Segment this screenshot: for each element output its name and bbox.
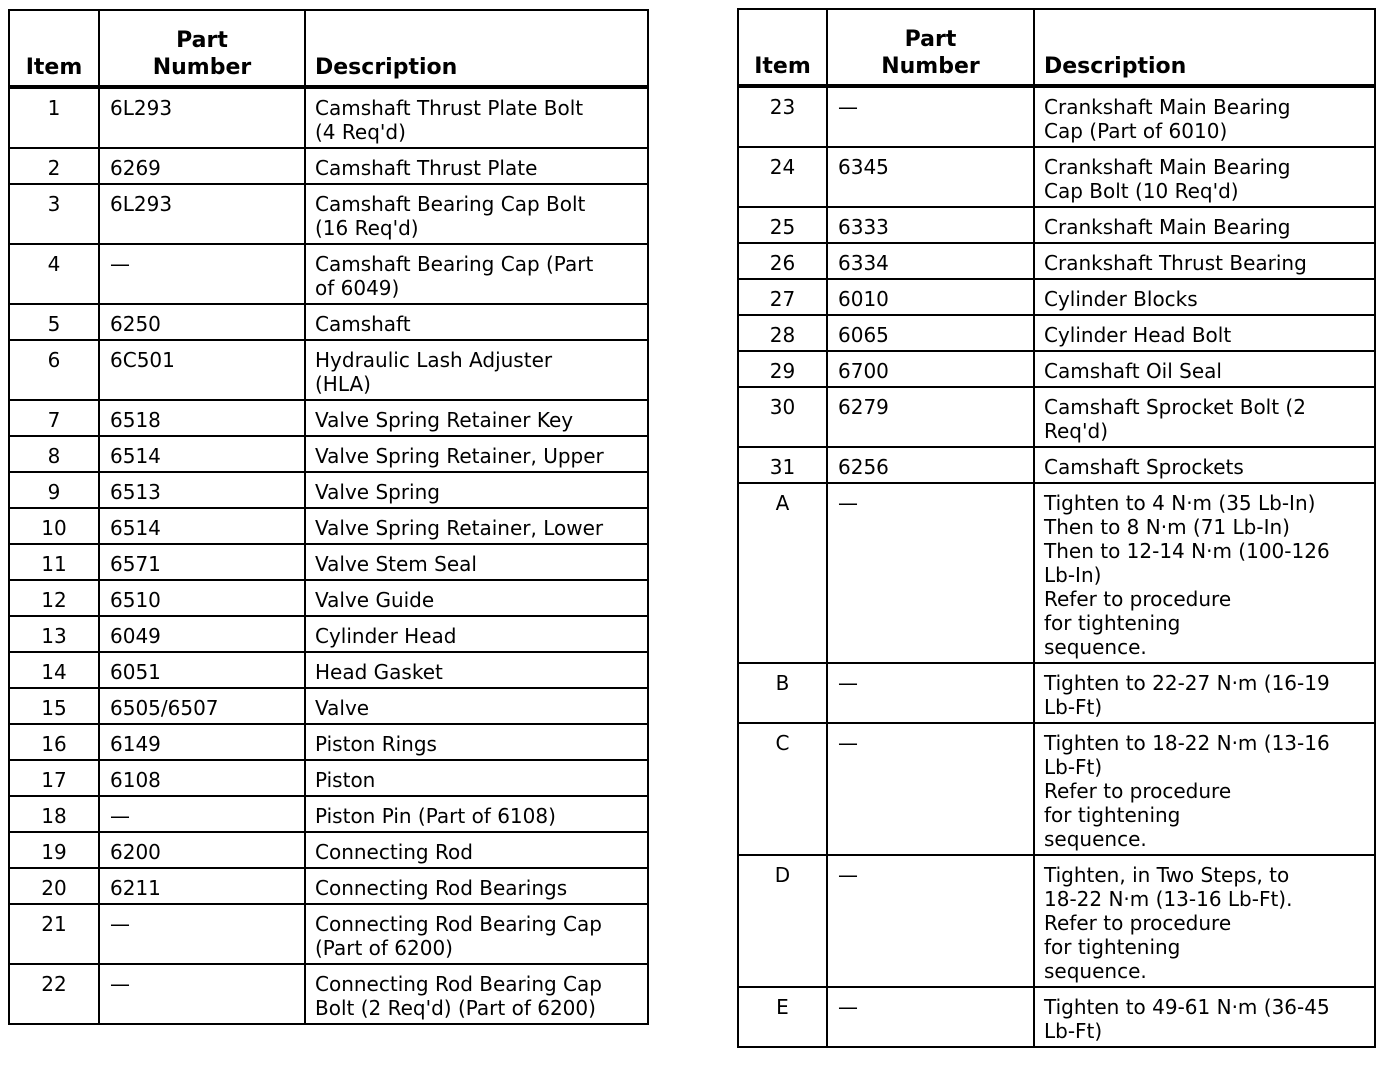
row-part-number: 6345 <box>827 147 1034 207</box>
table-row <box>738 723 1375 855</box>
row-part-number: — <box>99 964 305 1024</box>
row-item: 4 <box>9 244 99 304</box>
table-row <box>9 868 648 904</box>
row-item: 16 <box>9 724 99 760</box>
table-row <box>9 760 648 796</box>
row-description: Connecting Rod <box>305 832 648 868</box>
row-description: Piston <box>305 760 648 796</box>
row-part-number: — <box>827 987 1034 1047</box>
row-item: 25 <box>738 207 827 243</box>
row-description: Camshaft Sprocket Bolt (2 Req'd) <box>1034 387 1375 447</box>
row-item: 20 <box>9 868 99 904</box>
row-part-number: — <box>827 663 1034 723</box>
table-row <box>9 796 648 832</box>
parts-table-right <box>737 8 1376 1048</box>
right-table-body <box>738 86 1375 1047</box>
header-description: Description <box>1034 9 1375 86</box>
row-description: Valve Spring Retainer, Upper <box>305 436 648 472</box>
table-row <box>738 987 1375 1047</box>
row-part-number: 6200 <box>99 832 305 868</box>
row-description: Camshaft Thrust Plate Bolt (4 Req'd) <box>305 87 648 148</box>
row-part-number: — <box>827 483 1034 663</box>
table-row <box>9 616 648 652</box>
row-description: Camshaft Sprockets <box>1034 447 1375 483</box>
row-item: 13 <box>9 616 99 652</box>
row-description: Cylinder Head Bolt <box>1034 315 1375 351</box>
row-item: E <box>738 987 827 1047</box>
row-item: C <box>738 723 827 855</box>
row-description: Valve <box>305 688 648 724</box>
row-part-number: 6514 <box>99 508 305 544</box>
table-row <box>738 351 1375 387</box>
row-part-number: 6211 <box>99 868 305 904</box>
table-row <box>9 544 648 580</box>
table-row <box>9 832 648 868</box>
row-description: Piston Pin (Part of 6108) <box>305 796 648 832</box>
row-part-number: 6250 <box>99 304 305 340</box>
row-part-number: 6065 <box>827 315 1034 351</box>
parts-table-left <box>8 9 649 1025</box>
left-table-body <box>9 87 648 1024</box>
row-part-number: 6513 <box>99 472 305 508</box>
row-item: 1 <box>9 87 99 148</box>
row-item: 10 <box>9 508 99 544</box>
row-description: Cylinder Blocks <box>1034 279 1375 315</box>
table-row <box>738 279 1375 315</box>
row-description: Hydraulic Lash Adjuster (HLA) <box>305 340 648 400</box>
table-row <box>9 184 648 244</box>
row-description: Crankshaft Main Bearing Cap Bolt (10 Req'd) <box>1034 147 1375 207</box>
row-part-number: 6505/6507 <box>99 688 305 724</box>
table-row <box>738 86 1375 147</box>
row-item: 15 <box>9 688 99 724</box>
row-item: 23 <box>738 86 827 147</box>
row-part-number: 6108 <box>99 760 305 796</box>
table-row <box>9 964 648 1024</box>
row-part-number: — <box>99 244 305 304</box>
row-item: 27 <box>738 279 827 315</box>
row-description: Camshaft Oil Seal <box>1034 351 1375 387</box>
row-item: 6 <box>9 340 99 400</box>
row-part-number: 6C501 <box>99 340 305 400</box>
row-part-number: — <box>99 796 305 832</box>
table-row <box>9 472 648 508</box>
header-row <box>9 10 648 87</box>
row-description: Valve Spring <box>305 472 648 508</box>
table-row <box>738 243 1375 279</box>
header-item: Item <box>738 9 827 86</box>
table-row <box>738 207 1375 243</box>
row-description: Valve Guide <box>305 580 648 616</box>
row-part-number: 6256 <box>827 447 1034 483</box>
row-description: Tighten to 4 N·m (35 Lb-In) Then to 8 N·m (71 Lb-In) Then to 12-14 N·m (100-126 Lb-In) Refer to procedure for tightening sequence. <box>1034 483 1375 663</box>
row-part-number: 6510 <box>99 580 305 616</box>
row-part-number: 6333 <box>827 207 1034 243</box>
row-description: Camshaft Bearing Cap (Part of 6049) <box>305 244 648 304</box>
header-description: Description <box>305 10 648 87</box>
row-description: Crankshaft Main Bearing <box>1034 207 1375 243</box>
row-description: Valve Spring Retainer, Lower <box>305 508 648 544</box>
row-item: A <box>738 483 827 663</box>
row-item: 2 <box>9 148 99 184</box>
row-description: Valve Spring Retainer Key <box>305 400 648 436</box>
row-description: Tighten to 18-22 N·m (13-16 Lb-Ft) Refer to procedure for tightening sequence. <box>1034 723 1375 855</box>
row-description: Cylinder Head <box>305 616 648 652</box>
row-description: Tighten, in Two Steps, to 18-22 N·m (13-16 Lb-Ft). Refer to procedure for tightening sequence. <box>1034 855 1375 987</box>
row-item: 7 <box>9 400 99 436</box>
row-item: 31 <box>738 447 827 483</box>
row-description: Connecting Rod Bearing Cap (Part of 6200) <box>305 904 648 964</box>
row-description: Head Gasket <box>305 652 648 688</box>
row-description: Piston Rings <box>305 724 648 760</box>
table-row <box>9 400 648 436</box>
row-description: Camshaft Thrust Plate <box>305 148 648 184</box>
row-part-number: 6518 <box>99 400 305 436</box>
table-row <box>9 724 648 760</box>
row-item: 5 <box>9 304 99 340</box>
row-description: Crankshaft Main Bearing Cap (Part of 6010) <box>1034 86 1375 147</box>
row-part-number: 6571 <box>99 544 305 580</box>
table-row <box>9 652 648 688</box>
row-part-number: 6334 <box>827 243 1034 279</box>
row-description: Crankshaft Thrust Bearing <box>1034 243 1375 279</box>
row-item: 24 <box>738 147 827 207</box>
row-item: D <box>738 855 827 987</box>
row-item: 26 <box>738 243 827 279</box>
row-part-number: 6051 <box>99 652 305 688</box>
row-item: 18 <box>9 796 99 832</box>
row-item: 8 <box>9 436 99 472</box>
row-description: Camshaft <box>305 304 648 340</box>
row-part-number: 6700 <box>827 351 1034 387</box>
table-row <box>738 315 1375 351</box>
row-part-number: — <box>827 723 1034 855</box>
row-description: Tighten to 49-61 N·m (36-45 Lb-Ft) <box>1034 987 1375 1047</box>
row-part-number: 6049 <box>99 616 305 652</box>
row-item: 22 <box>9 964 99 1024</box>
row-part-number: 6L293 <box>99 184 305 244</box>
row-item: 28 <box>738 315 827 351</box>
row-item: 29 <box>738 351 827 387</box>
row-description: Connecting Rod Bearing Cap Bolt (2 Req'd) (Part of 6200) <box>305 964 648 1024</box>
row-item: 17 <box>9 760 99 796</box>
row-description: Camshaft Bearing Cap Bolt (16 Req'd) <box>305 184 648 244</box>
row-part-number: 6269 <box>99 148 305 184</box>
table-row <box>9 340 648 400</box>
table-row <box>9 304 648 340</box>
table-row <box>9 688 648 724</box>
table-row <box>9 148 648 184</box>
row-part-number: 6010 <box>827 279 1034 315</box>
row-part-number: 6514 <box>99 436 305 472</box>
table-row <box>738 483 1375 663</box>
row-item: 30 <box>738 387 827 447</box>
row-item: 19 <box>9 832 99 868</box>
row-item: 3 <box>9 184 99 244</box>
row-part-number: — <box>827 86 1034 147</box>
row-item: 9 <box>9 472 99 508</box>
row-item: B <box>738 663 827 723</box>
row-description: Connecting Rod Bearings <box>305 868 648 904</box>
row-description: Tighten to 22-27 N·m (16-19 Lb-Ft) <box>1034 663 1375 723</box>
row-part-number: 6L293 <box>99 87 305 148</box>
header-part-number: Part Number <box>827 9 1034 86</box>
table-row <box>9 87 648 148</box>
table-row <box>9 244 648 304</box>
row-item: 12 <box>9 580 99 616</box>
table-row <box>9 508 648 544</box>
table-row <box>9 904 648 964</box>
header-item: Item <box>9 10 99 87</box>
header-part-number: Part Number <box>99 10 305 87</box>
row-part-number: 6279 <box>827 387 1034 447</box>
row-part-number: — <box>99 904 305 964</box>
table-row <box>738 663 1375 723</box>
row-part-number: — <box>827 855 1034 987</box>
table-row <box>738 387 1375 447</box>
table-row <box>738 447 1375 483</box>
table-row <box>738 855 1375 987</box>
row-item: 14 <box>9 652 99 688</box>
row-item: 21 <box>9 904 99 964</box>
table-row <box>9 436 648 472</box>
table-row <box>9 580 648 616</box>
row-part-number: 6149 <box>99 724 305 760</box>
row-description: Valve Stem Seal <box>305 544 648 580</box>
table-row <box>738 147 1375 207</box>
header-row <box>738 9 1375 86</box>
row-item: 11 <box>9 544 99 580</box>
